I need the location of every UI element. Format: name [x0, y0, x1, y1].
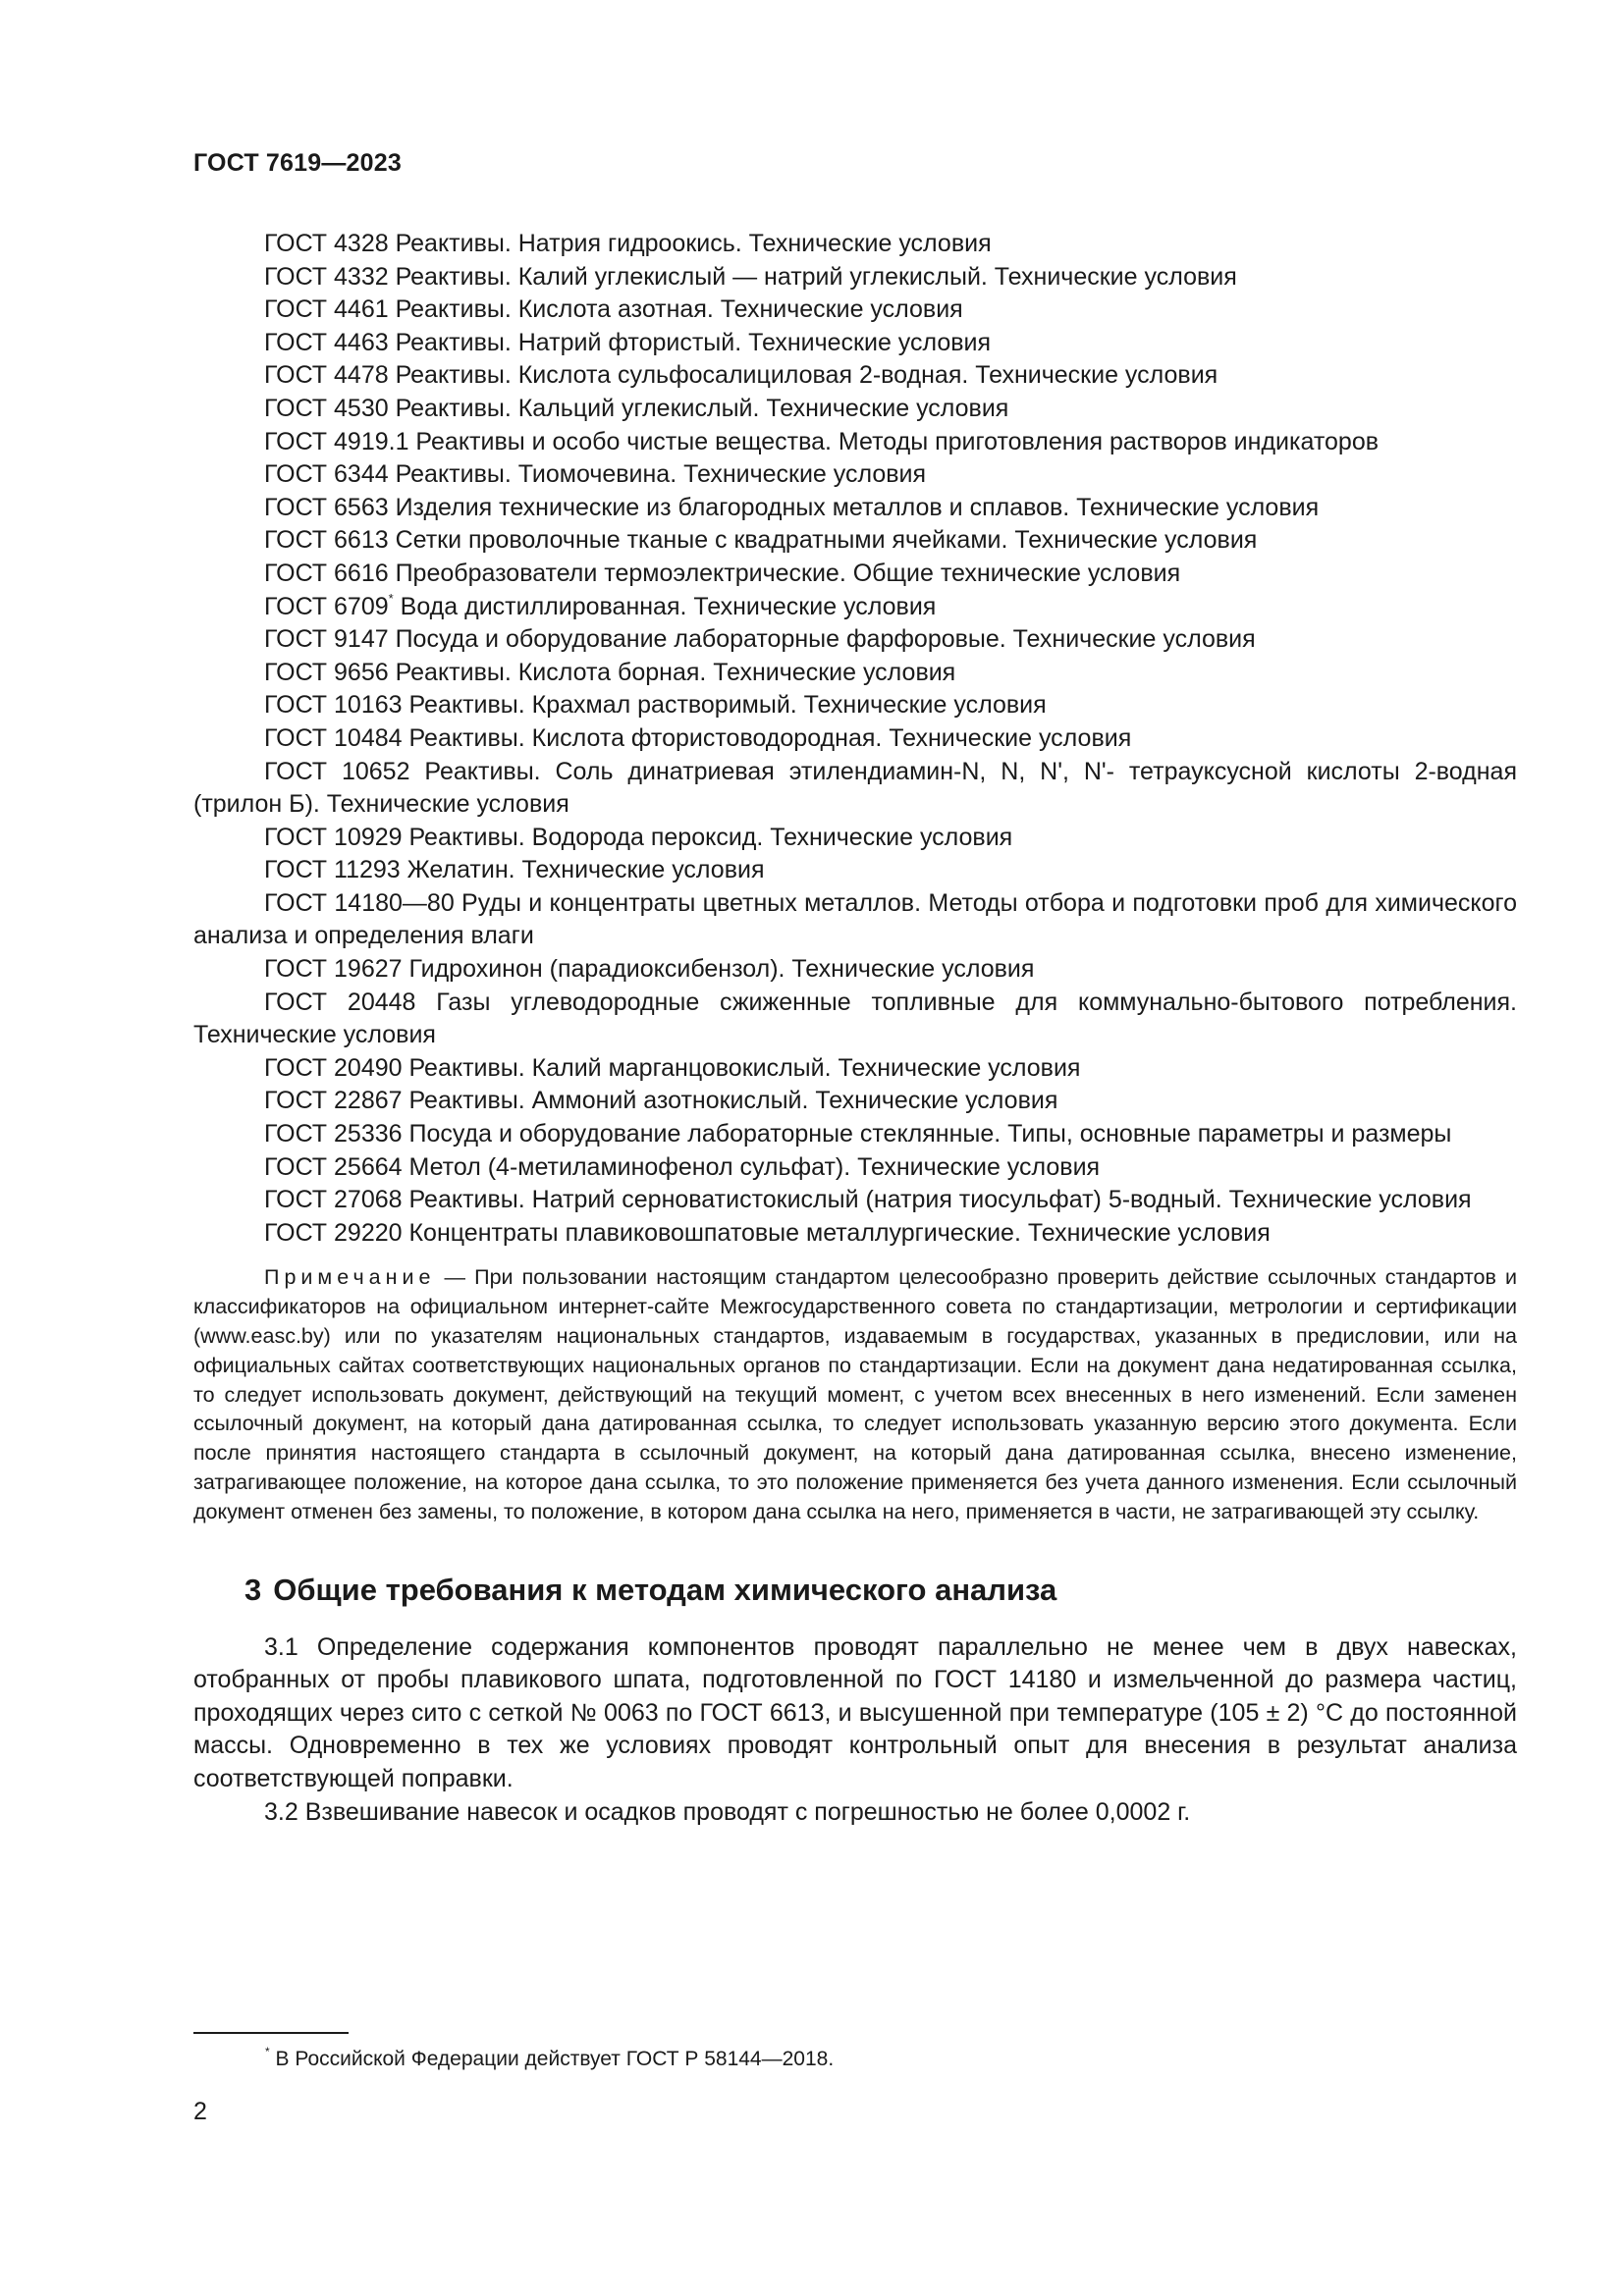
reference-item: ГОСТ 4328 Реактивы. Натрия гидроокись. Технические условия [264, 230, 992, 257]
reference-item: ГОСТ 4332 Реактивы. Калий углекислый — натрий углекислый. Технические условия [264, 262, 1237, 291]
reference-item: ГОСТ 19627 Гидрохинон (парадиоксибензол). Технические условия [264, 955, 1035, 984]
note-label: Примечание [264, 1265, 436, 1290]
reference-item: ГОСТ 9656 Реактивы. Кислота борная. Технические условия [264, 658, 956, 686]
reference-item: ГОСТ 4478 Реактивы. Кислота сульфосалициловая 2-водная. Технические условия [264, 361, 1218, 390]
reference-item: ГОСТ 20490 Реактивы. Калий марганцовокислый. Технические условия [264, 1053, 1081, 1082]
reference-item: ГОСТ 6613 Сетки проволочные тканые с квадратными ячейками. Технические условия [264, 526, 1258, 555]
reference-item: ГОСТ 4919.1 Реактивы и особо чистые вещества. Методы приготовления растворов индикаторов [264, 427, 1379, 455]
reference-item: ГОСТ 4463 Реактивы. Натрий фтористый. Технические условия [264, 328, 992, 356]
footnote-marker: * [265, 2045, 270, 2058]
reference-item: ГОСТ 11293 Желатин. Технические условия [264, 856, 765, 884]
reference-item: ГОСТ 25336 Посуда и оборудование лабораторные стеклянные. Типы, основные параметры и размеры [264, 1120, 1452, 1148]
page-number: 2 [193, 2098, 207, 2125]
reference-item: ГОСТ 6616 Преобразователи термоэлектрические. Общие технические условия [264, 559, 1181, 587]
reference-item: ГОСТ 10929 Реактивы. Водорода пероксид. Технические условия [264, 823, 1013, 851]
reference-code: ГОСТ 6709 [264, 592, 389, 620]
clause-paragraph: 3.2 Взвешивание навесок и осадков проводят с погрешностью не более 0,0002 г. [264, 1797, 1191, 1826]
reference-item: ГОСТ 4530 Реактивы. Кальций углекислый. Технические условия [264, 394, 1009, 422]
reference-item: ГОСТ 10163 Реактивы. Крахмал растворимый. Технические условия [264, 691, 1047, 720]
reference-item: ГОСТ 10484 Реактивы. Кислота фтористоводородная. Технические условия [264, 723, 1132, 752]
section-number: 3 [244, 1572, 262, 1607]
reference-item: ГОСТ 6563 Изделия технические из благородных металлов и сплавов. Технические условия [264, 493, 1320, 521]
note-text: — При пользовании настоящим стандартом целесообразно проверить действие ссылочных стандартов и классификаторов на официальном интернет-сайте Межгосударственного совета по стандартизации, метрологии и сертификации (www.easc.by) или по указателям национальных стандартов, издаваемым в государствах, указанных в предисловии, или на официальных сайтах соответствующих национальных органов по стандартизации. Если на документ дана недатированная ссылка, то следует использовать документ, действующий на текущий момент, с учетом всех внесенных в него изменений. Если заменен ссылочный документ, на который дана датированная ссылка, то следует использовать указанную версию этого документа. Если после принятия настоящего стандарта в ссылочный документ, на который дана датированная ссылка, внесено изменение, затрагивающее положение, на которое дана ссылка, то это положение применяется без учета данного изменения. Если ссылочный документ отменен без замены, то положение, в котором дана ссылка на него, применяется в части, не затрагивающей эту ссылку. [193, 1265, 1517, 1523]
reference-item: ГОСТ 29220 Концентраты плавиковошпатовые металлургические. Технические условия [264, 1218, 1271, 1247]
reference-title: Вода дистиллированная. Технические условия [400, 592, 937, 620]
footnote-separator [193, 2032, 349, 2034]
section-clauses [193, 1631, 1517, 1830]
reference-item: ГОСТ 25664 Метол (4-метиламинофенол сульфат). Технические условия [264, 1152, 1101, 1181]
reference-item: ГОСТ 27068 Реактивы. Натрий серноватистокислый (натрия тиосульфат) 5-водный. Технические условия [264, 1186, 1472, 1214]
reference-item: ГОСТ 9147 Посуда и оборудование лабораторные фарфоровые. Технические условия [264, 625, 1256, 654]
reference-item: ГОСТ 4461 Реактивы. Кислота азотная. Технические условия [264, 295, 963, 324]
footnote-marker: * [388, 591, 394, 607]
footnote [265, 2046, 834, 2073]
reference-item: ГОСТ 6344 Реактивы. Тиомочевина. Технические условия [264, 460, 927, 489]
reference-item: ГОСТ 10652 Реактивы. Соль динатриевая этилендиамин-N, N, N', N'- тетрауксусной кислоты 2-водная (трилон Б). Технические условия [193, 757, 1517, 819]
reference-item: ГОСТ 22867 Реактивы. Аммоний азотнокислый. Технические условия [264, 1087, 1058, 1115]
clause-paragraph: 3.1 Определение содержания компонентов проводят параллельно не менее чем в двух навесках, отобранных от пробы плавикового шпата, подготовленной по ГОСТ 14180 и измельченной до размера частиц, проходящих через сито с сеткой № 0063 по ГОСТ 6613, и высушенной при температуре (105 ± 2) °С до постоянной массы. Одновременно в тех же условиях проводят контрольный опыт для внесения в результат анализа соответствующей поправки. [193, 1632, 1517, 1792]
body-text [193, 228, 1517, 1829]
section-heading [193, 1571, 1517, 1610]
reference-item [193, 591, 1517, 624]
section-title: Общие требования к методам химического анализа [273, 1572, 1057, 1607]
reference-item: ГОСТ 20448 Газы углеводородные сжиженные топливные для коммунально-бытового потребления. Технические условия [193, 988, 1517, 1049]
footnote-text: В Российской Федерации действует ГОСТ Р 58144—2018. [275, 2048, 835, 2070]
normative-references-list [193, 228, 1517, 1250]
reference-item: ГОСТ 14180—80 Руды и концентраты цветных металлов. Методы отбора и подготовки проб для химического анализа и определения влаги [193, 888, 1517, 950]
document-code-header: ГОСТ 7619—2023 [193, 149, 402, 177]
note-paragraph [193, 1263, 1517, 1526]
